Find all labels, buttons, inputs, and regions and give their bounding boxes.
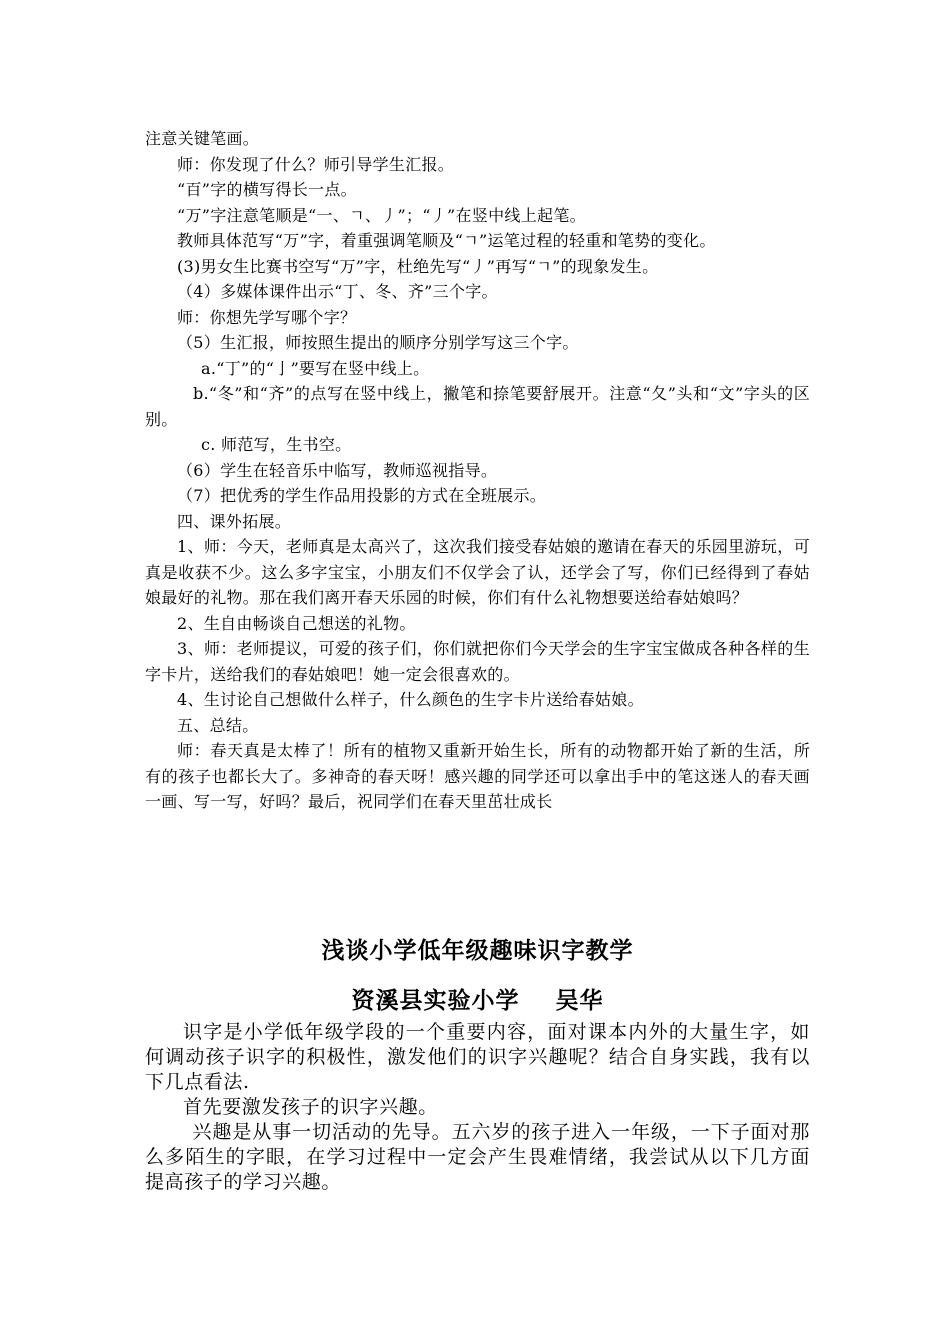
paragraph: 四、课外拓展。 — [177, 511, 292, 531]
paragraph: 识字是小学低年级学段的一个重要内容，面对课本内外的大量生字，如何调动孩子识字的积极性，激发他们的识字兴趣呢？结合自身实践，我有以下几点看法. — [145, 1021, 810, 1093]
paragraph: “万”字注意笔顺是“一、ㄱ、丿”；“丿”在竖中线上起笔。 — [177, 205, 586, 225]
paragraph: 师：你发现了什么？师引导学生汇报。 — [177, 154, 455, 174]
paragraph: a.“丁”的“亅”要写在竖中线上。 — [201, 358, 430, 378]
paragraph: （6）学生在轻音乐中临写，教师巡视指导。 — [177, 460, 498, 480]
paragraph: （4）多媒体课件出示“丁、冬、齐”三个字。 — [177, 282, 498, 301]
article-body — [145, 1020, 810, 1195]
paragraph: （7）把优秀的学生作品用投影的方式在全班展示。 — [177, 486, 547, 505]
paragraph: 师：你想先学写哪个字？ — [177, 307, 357, 327]
paragraph: c. 师范写，生书空。 — [201, 435, 352, 454]
paragraph: 兴趣是从事一切活动的先导。五六岁的孩子进入一年级，一下子面对那么多陌生的字眼，在学习过程中一定会产生畏难情绪，我尝试从以下几方面提高孩子的学习兴趣。 — [145, 1121, 810, 1193]
paragraph: 师：春天真是太棒了！所有的植物又重新开始生长，所有的动物都开始了新的生活，所有的孩子也都长大了。多神奇的春天呀！感兴趣的同学还可以拿出手中的笔这迷人的春天画一画、写一写，好吗？最后，祝同学们在春天里茁壮成长 — [145, 741, 810, 811]
paragraph: 1、师：今天，老师真是太高兴了，这次我们接受春姑娘的邀请在春天的乐园里游玩，可真是收获不少。这么多字宝宝，小朋友们不仅学会了认，还学会了写，你们已经得到了春姑娘最好的礼物。那在我们离开春天乐园的时候，你们有什么礼物想要送给春姑娘吗？ — [145, 537, 810, 607]
paragraph: 3、师：老师提议，可爱的孩子们，你们就把你们今天学会的生字宝宝做成各种各样的生字卡片，送给我们的春姑娘吧！她一定会很喜欢的。 — [145, 639, 810, 684]
lesson-plan-section — [145, 126, 810, 815]
article-author: 资溪县实验小学 吴华 — [351, 988, 604, 1014]
paragraph: (3)男女生比赛书空写“万”字，杜绝先写“丿”再写“ㄱ”的现象发生。 — [177, 256, 659, 276]
paragraph: 注意关键笔画。 — [145, 129, 260, 148]
paragraph: 首先要激发孩子的识字兴趣。 — [183, 1096, 438, 1118]
paragraph: 五、总结。 — [177, 715, 259, 735]
paragraph: 4、生讨论自己想做什么样子，什么颜色的生字卡片送给春姑娘。 — [177, 690, 644, 709]
paragraph: （5）生汇报，师按照生提出的顺序分别学写这三个字。 — [177, 333, 579, 352]
article-title: 浅谈小学低年级趣味识字教学 — [321, 938, 634, 964]
paragraph: 2、生自由畅谈自己想送的礼物。 — [177, 613, 416, 633]
paragraph: 教师具体范写“万”字，着重强调笔顺及“ㄱ”运笔过程的轻重和笔势的变化。 — [177, 231, 716, 250]
paragraph: “百”字的横写得长一点。 — [177, 180, 357, 199]
paragraph: b.“冬”和“齐”的点写在竖中线上，撇笔和捺笔要舒展开。注意“夂”头和“文”字头的区别。 — [145, 384, 810, 429]
